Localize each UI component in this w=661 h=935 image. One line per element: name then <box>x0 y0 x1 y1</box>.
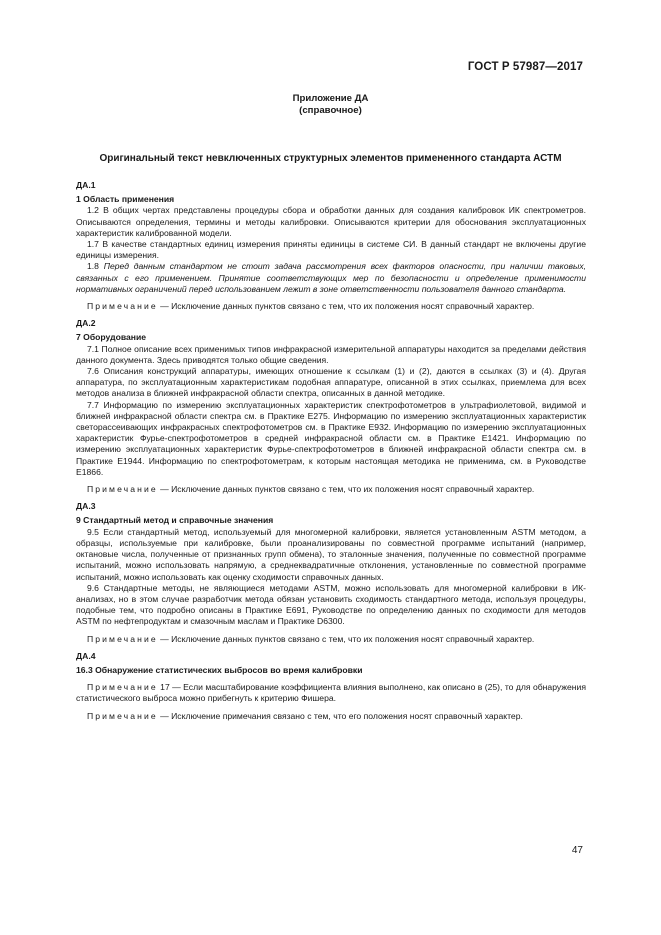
note-text: — Исключение данных пунктов связано с тем, что их положения носят справочный характер. <box>160 301 535 312</box>
document-title: Оригинальный текст невключенных структурных элементов примененного стандарта АСТМ <box>99 153 562 164</box>
note-da3 <box>76 634 586 645</box>
paragraph-1-8 <box>76 261 586 295</box>
note-text: — Исключение данных пунктов связано с тем, что их положения носят справочный характер. <box>160 484 535 495</box>
standard-code: ГОСТ Р 57987—2017 <box>467 61 583 73</box>
note-label: Примечание <box>87 633 158 644</box>
paragraph-7-6: 7.6 Описания конструкций аппаратуры, имеющих отношение к ссылкам (1) и (2), даются в ссылках (3) и (4). Другая аппаратура, по эксплуатационным характеристикам подобная аппаратуре, описанной в этих ссылках, приемлема для всех методов анализа в ближней инфракрасной области спектра, описанных в данной методике. <box>76 366 586 399</box>
note-label: Примечание <box>87 682 158 693</box>
note-text: — Исключение данных пунктов связано с тем, что их положения носят справочный характер. <box>160 633 535 644</box>
note-text: — Если масштабирование коэффициента влияния выполнено, как описано в (25), то для обнаружения статистического выброса можно прибегнуть к критерию Фишера. <box>76 682 587 704</box>
section-heading-standard-method: 9 Стандартный метод и справочные значения <box>76 515 274 526</box>
note-label: Примечание <box>87 301 158 312</box>
section-heading-equipment: 7 Оборудование <box>76 332 147 343</box>
note-number: 17 <box>160 682 170 693</box>
page-number: 47 <box>571 845 583 856</box>
annex-subtitle: (справочное) <box>299 105 362 116</box>
note-17 <box>76 682 586 704</box>
paragraph-7-1: 7.1 Полное описание всех применимых типов инфракрасной измерительной аппаратуры находится за пределами действия данного документа. Здесь приводятся только общие сведения. <box>76 343 586 365</box>
note-text: — Исключение примечания связано с тем, что его положения носят справочный характер. <box>160 710 523 721</box>
note-label: Примечание <box>87 710 158 721</box>
note-da4 <box>76 711 586 722</box>
section-tag-da4: ДА.4 <box>76 650 96 661</box>
paragraph-9-5: 9.5 Если стандартный метод, используемый для многомерной калибровки, является установленным ASTM методом, а образцы, используемые при калибровке, были проанализированы по совместной программе испытаний (например, октановые числа, полученные от признанных групп обмена), то эталонные значения, полученные по совместной программе испытаний, можно использовать напрямую, а среднеквадратичные отклонения, установленные по совместной программе испытаний, можно использовать как оценку сходимости справочных данных. <box>76 526 586 582</box>
section-heading-outliers: 16.3 Обнаружение статистических выбросов во время калибровки <box>76 664 363 675</box>
paragraph-9-6: 9.6 Стандартные методы, не являющиеся методами ASTM, можно использовать для многомерной калибровки в ИК-анализах, но в этом случае разработчик метода обязан установить сходимость стандартного метода, используя процедуры, подобные тем, что подробно описаны в Практике Е691, Руководстве по определению данных по сходимости для методов ASTM по нефтепродуктам и смазочным маслам и Практике D6300. <box>76 582 586 627</box>
note-da2 <box>76 484 586 495</box>
paragraph-1-7: 1.7 В качестве стандартных единиц измерения приняты единицы в системе СИ. В данный стандарт не включены другие единицы измерения. <box>76 239 586 261</box>
section-tag-da3: ДА.3 <box>76 501 96 512</box>
note-label: Примечание <box>87 484 158 495</box>
annex-title: Приложение ДА <box>292 93 369 104</box>
section-tag-da2: ДА.2 <box>76 318 96 329</box>
note-da1 <box>76 301 586 312</box>
section-tag-da1: ДА.1 <box>76 180 96 190</box>
section-heading-scope: 1 Область применения <box>76 194 175 205</box>
paragraph-1-2: 1.2 В общих чертах представлены процедуры сбора и обработки данных для создания калибровок ИК спектрометров. Описываются определения, термины и методы калибровки. Описываются критерии для обоснования эксплуатационных характеристик калиброванной модели. <box>76 205 586 238</box>
paragraph-7-7: 7.7 Информацию по измерению эксплуатационных характеристик спектрофотометров в ультрафиолетовой, видимой и ближней инфракрасной области спектра см. в Практике Е275. Информацию по измерению эксплуатационных характеристик светорассеивающих инфракрасных спектрофотометров см. в Практике Е932. Информацию по измерению эксплуатационных характеристик Фурье-спектрофотометров в средней инфракрасной области см. в Практике Е1421. Информацию по измерению эксплуатационных характеристик Фурье-спектрофотометров в ближней инфракрасной области спектра см. в Практике Е1944. Информацию по спектрофотометрам, к которым настоящая методика не применима, см. в Руководстве Е1866. <box>76 399 586 477</box>
paragraph-1-8-number: 1.8 <box>87 261 99 272</box>
paragraph-1-8-text: Перед данным стандартом не стоит задача рассмотрения всех факторов опасности, при наличии таковых, связанных с его применением. Принятие соответствующих мер по безопасности и определение применимости нормативных ограничений перед использованием лежит в зоне ответственности пользователя данного стандарта. <box>76 261 587 294</box>
document-body <box>76 180 586 728</box>
